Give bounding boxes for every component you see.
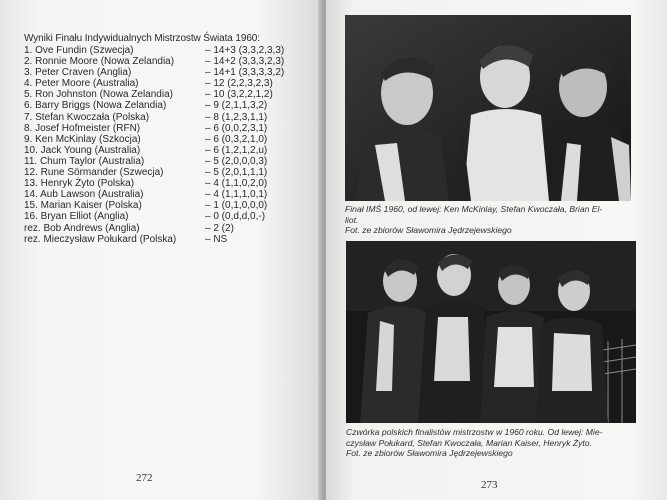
caption-2-line-3: Fot. ze zbiorów Sławomira Jędrzejewskiego bbox=[346, 448, 513, 458]
caption-1-line-2: liot. bbox=[345, 214, 359, 225]
result-row bbox=[24, 211, 324, 222]
result-row bbox=[24, 100, 324, 111]
rider-score: – 6 (0,0,2,3,1) bbox=[205, 122, 268, 134]
rider-score: – 12 (2,2,3,2,3) bbox=[205, 78, 273, 90]
rider-score: – 0 (0,d,d,0,-) bbox=[205, 211, 266, 223]
rider-name: 14. Aub Lawson (Australia) bbox=[24, 189, 144, 201]
rider-name: 16. Bryan Elliot (Anglia) bbox=[24, 211, 129, 223]
results-list bbox=[24, 33, 324, 245]
result-row bbox=[24, 45, 324, 56]
rider-name: 3. Peter Craven (Anglia) bbox=[24, 67, 132, 79]
photo-three-riders bbox=[345, 15, 631, 201]
caption-photo-2 bbox=[346, 427, 640, 459]
result-row bbox=[24, 145, 324, 156]
result-row bbox=[24, 78, 324, 89]
caption-2-line-1: Czwórka polskich finalistów mistrzostw w 1960 roku. Od lewej: Mie- bbox=[346, 427, 603, 437]
result-row bbox=[24, 112, 324, 123]
rider-name: 13. Henryk Żyto (Polska) bbox=[24, 178, 135, 190]
rider-name: rez. Bob Andrews (Anglia) bbox=[24, 222, 140, 234]
rider-name: 2. Ronnie Moore (Nowa Zelandia) bbox=[24, 56, 175, 68]
rider-name: 6. Barry Briggs (Nowa Zelandia) bbox=[24, 100, 167, 112]
rider-score: – 5 (2,0,0,0,3) bbox=[205, 155, 268, 167]
rider-name: 15. Marian Kaiser (Polska) bbox=[24, 200, 142, 212]
rider-score: – 14+2 (3,3,3,2,3) bbox=[205, 56, 285, 68]
left-page bbox=[0, 0, 322, 500]
rider-score: – 4 (1,1,0,2,0) bbox=[205, 178, 268, 190]
caption-photo-1 bbox=[345, 204, 637, 236]
rider-score: – 10 (3,2,2,1,2) bbox=[205, 89, 273, 101]
result-row bbox=[24, 167, 324, 178]
result-row bbox=[24, 234, 324, 245]
rider-score: – 6 (1,2,1,2,u) bbox=[205, 144, 268, 156]
rider-score: – 8 (1,2,3,1,1) bbox=[205, 111, 268, 123]
rider-name: 8. Josef Hofmeister (RFN) bbox=[24, 122, 141, 134]
rider-name: 9. Ken McKinlay (Szkocja) bbox=[24, 133, 141, 145]
result-row bbox=[24, 189, 324, 200]
result-row bbox=[24, 89, 324, 100]
rider-name: 10. Jack Young (Australia) bbox=[24, 144, 141, 156]
result-row bbox=[24, 178, 324, 189]
rider-name: 5. Ron Johnston (Nowa Zelandia) bbox=[24, 89, 173, 101]
rider-score: – 14+3 (3,3,2,3,3) bbox=[205, 45, 285, 56]
rider-score: – 1 (0,1,0,0,0) bbox=[205, 200, 268, 212]
result-row bbox=[24, 156, 324, 167]
result-row bbox=[24, 123, 324, 134]
result-row bbox=[24, 134, 324, 145]
rider-name: 11. Chum Taylor (Australia) bbox=[24, 155, 145, 167]
result-row bbox=[24, 223, 324, 234]
rider-score: – 9 (2,1,1,3,2) bbox=[205, 100, 268, 112]
caption-1-line-1: Finał IMŚ 1960, od lewej: Ken McKinlay, Stefan Kwoczała, Brian El- bbox=[345, 204, 603, 214]
photo-four-polish-riders bbox=[346, 241, 636, 423]
rider-name: 7. Stefan Kwoczała (Polska) bbox=[24, 111, 150, 123]
caption-2-line-2: czysław Połukard, Stefan Kwoczała, Marian Kaiser, Henryk Żyto. bbox=[346, 437, 592, 448]
rider-score: – 2 (2) bbox=[205, 222, 234, 234]
page-number-left: 272 bbox=[136, 472, 153, 484]
rider-name: 12. Rune Sörmander (Szwecja) bbox=[24, 167, 164, 179]
page-number-right: 273 bbox=[481, 479, 498, 491]
result-row bbox=[24, 67, 324, 78]
result-row bbox=[24, 56, 324, 67]
rider-score: – NS bbox=[205, 233, 228, 245]
rider-name: 1. Ove Fundin (Szwecja) bbox=[24, 45, 134, 56]
rider-score: – 5 (2,0,1,1,1) bbox=[205, 167, 268, 179]
rider-score: – 14+1 (3,3,3,3,2) bbox=[205, 67, 285, 79]
caption-1-line-3: Fot. ze zbiorów Sławomira Jędrzejewskiego bbox=[345, 225, 512, 235]
rider-score: – 4 (1,1,1,0,1) bbox=[205, 189, 268, 201]
rider-name: 4. Peter Moore (Australia) bbox=[24, 78, 139, 90]
rider-name: rez. Mieczysław Połukard (Polska) bbox=[24, 233, 177, 245]
results-title: Wyniki Finału Indywidualnych Mistrzostw Świata 1960: bbox=[24, 33, 260, 44]
result-row bbox=[24, 200, 324, 211]
rider-score: – 6 (0,3,2,1,0) bbox=[205, 133, 268, 145]
